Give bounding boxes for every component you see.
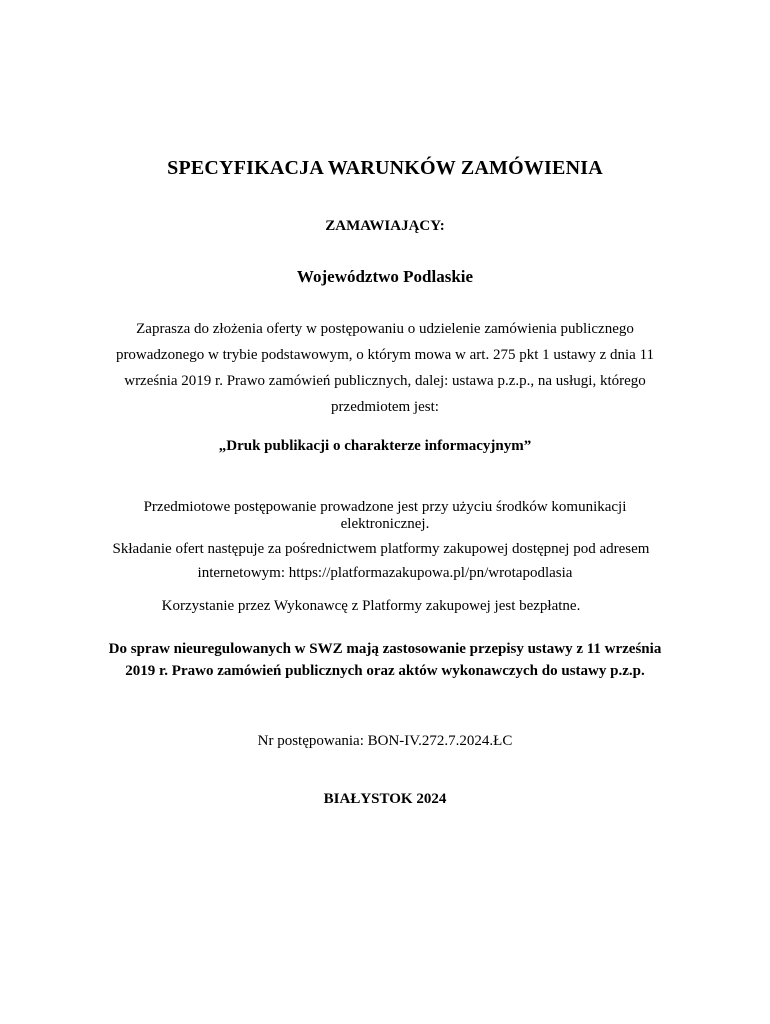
ordering-party-label: ZAMAWIAJĄCY: [325,218,445,234]
place-year: BIAŁYSTOK 2024 [323,791,447,807]
case-number: Nr postępowania: BON-IV.272.7.2024.ŁC [257,733,513,749]
intro-line: Zaprasza do złożenia oferty w postępowaniu o udzielenie zamówienia publicznego [136,321,634,337]
rules-line: 2019 r. Prawo zamówień publicznych oraz aktów wykonawczych do ustawy p.z.p. [125,663,645,679]
free-of-charge-note: Korzystanie przez Wykonawcę z Platformy zakupowej jest bezpłatne. [161,598,581,614]
intro-line: września 2019 r. Prawo zamówień publicznych, dalej: ustawa p.z.p., na usługi, którego [124,373,646,389]
document-title: SPECYFIKACJA WARUNKÓW ZAMÓWIENIA [167,157,603,179]
procurement-subject: „Druk publikacji o charakterze informacyjnym” [218,438,532,454]
communication-line: elektronicznej. [340,516,430,532]
intro-line: prowadzonego w trybie podstawowym, o którym mowa w art. 275 pkt 1 ustawy z dnia 11 [115,347,655,363]
intro-line: przedmiotem jest: [331,399,439,415]
platform-address: internetowym: https://platformazakupowa.pl/pn/wrotapodlasia [197,565,573,581]
rules-line: Do spraw nieuregulowanych w SWZ mają zastosowanie przepisy ustawy z 11 września [108,641,662,657]
ordering-party-name: Województwo Podlaskie [296,267,474,286]
communication-line: Przedmiotowe postępowanie prowadzone jest przy użyciu środków komunikacji [143,499,627,515]
communication-line: Składanie ofert następuje za pośrednictwem platformy zakupowej dostępnej pod adresem [112,541,650,557]
